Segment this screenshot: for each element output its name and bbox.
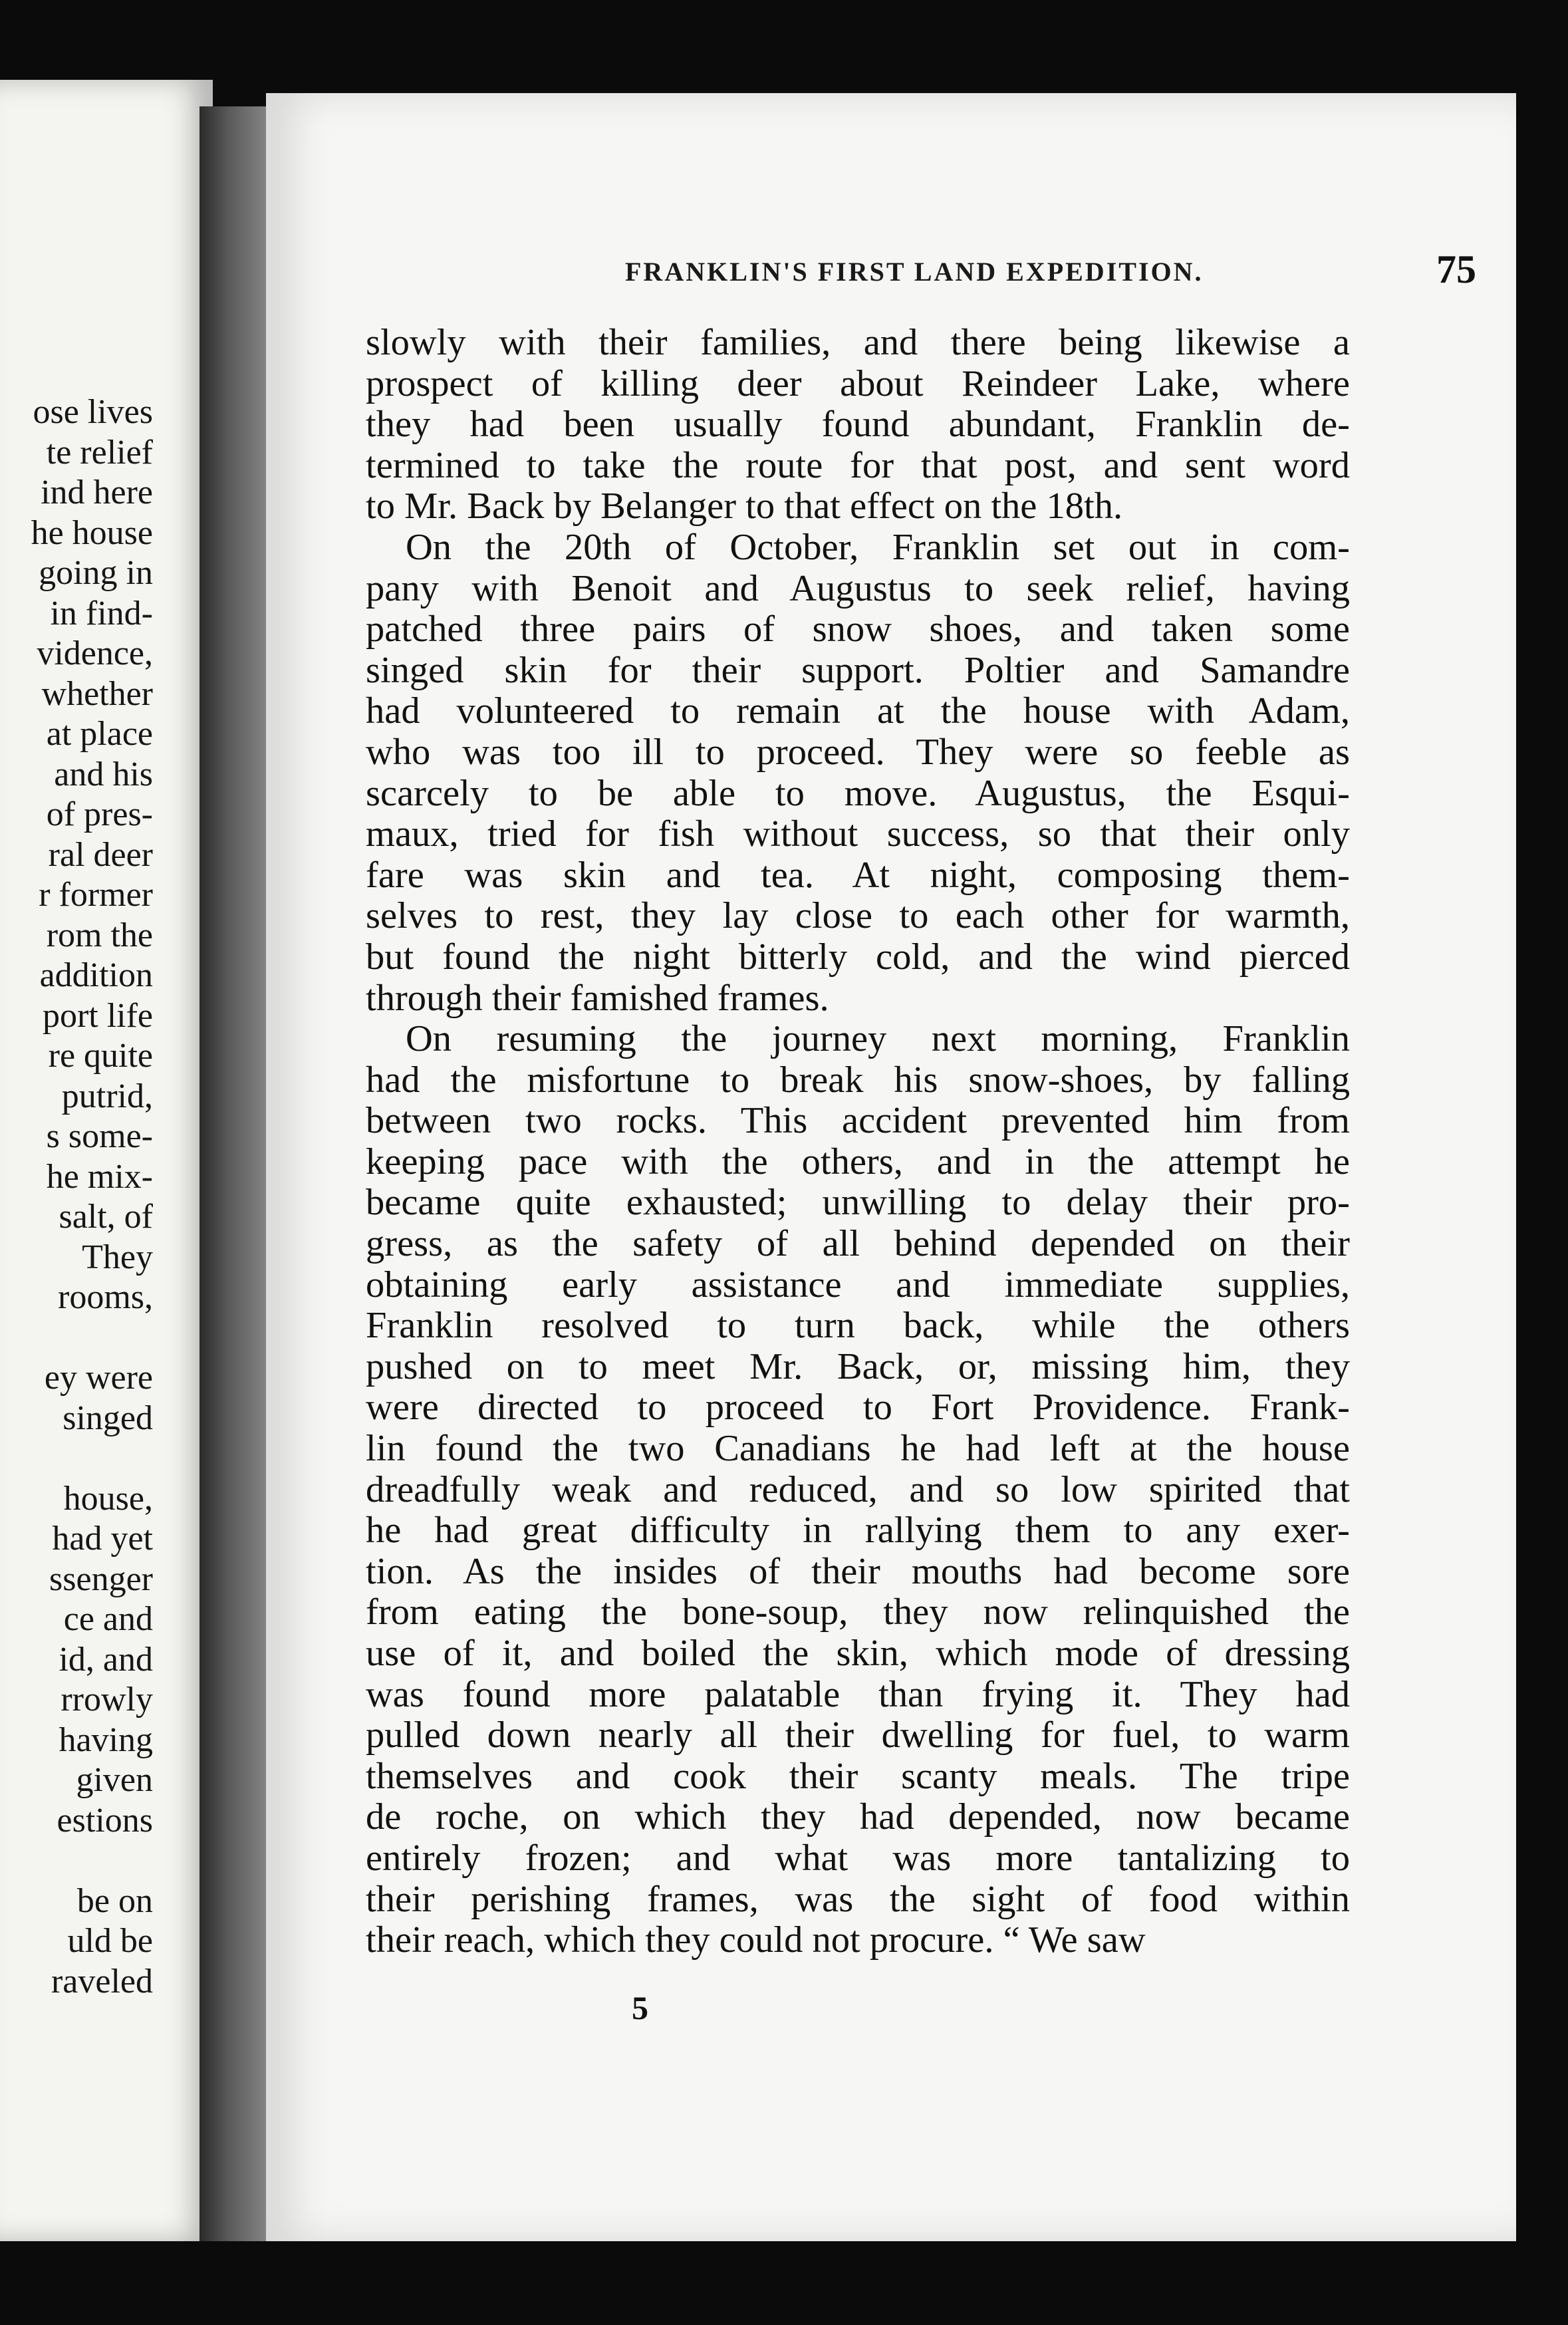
- previous-page-line: and his: [54, 755, 153, 793]
- previous-page-text: [0, 392, 153, 2002]
- previous-page-line: had yet: [52, 1520, 153, 1558]
- running-head: FRANKLIN'S FIRST LAND EXPEDITION.: [625, 257, 1204, 287]
- previous-page-line: given: [76, 1761, 153, 1799]
- body-line: keeping pace with the others, and in the attempt he: [366, 1141, 1350, 1182]
- previous-page-line: ey were: [44, 1359, 153, 1397]
- previous-page-line: ssenger: [49, 1560, 153, 1598]
- body-line: their perishing frames, was the sight of food within: [366, 1878, 1350, 1920]
- previous-page-line: he house: [31, 513, 153, 552]
- body-line: themselves and cook their scanty meals. The tripe: [366, 1755, 1350, 1797]
- previous-page-line: be on: [76, 1881, 153, 1920]
- previous-page-line: addition: [39, 956, 153, 994]
- body-line: de roche, on which they had depended, now became: [366, 1796, 1350, 1838]
- previous-page-line: whether: [41, 674, 153, 713]
- body-line: fare was skin and tea. At night, composing them-: [366, 854, 1350, 896]
- previous-page-line: estions: [57, 1801, 153, 1840]
- previous-page-line: having: [59, 1720, 153, 1759]
- previous-page-line: ose lives: [33, 393, 153, 431]
- body-line: between two rocks. This accident prevented him from: [366, 1100, 1350, 1142]
- page-number: 75: [1436, 247, 1476, 291]
- body-line: he had great difficulty in rallying them to any exer-: [366, 1510, 1350, 1552]
- body-line: lin found the two Canadians he had left at the house: [366, 1428, 1350, 1470]
- body-line: On resuming the journey next morning, Franklin: [406, 1018, 1350, 1060]
- body-line: was found more palatable than frying it. They had: [366, 1673, 1350, 1715]
- previous-page-line: ind here: [41, 474, 153, 511]
- body-line: they had been usually found abundant, Franklin de-: [366, 404, 1350, 446]
- previous-page-line: he mix-: [46, 1157, 153, 1196]
- body-line: from eating the bone-soup, they now relinquished the: [366, 1591, 1350, 1633]
- previous-page-line: ce and: [63, 1600, 153, 1638]
- body-line: On the 20th of October, Franklin set out in com-: [406, 526, 1350, 568]
- previous-page-line: putrid,: [61, 1077, 153, 1115]
- previous-page-line: uld be: [67, 1922, 153, 1960]
- body-line: their reach, which they could not procure. “ We saw: [366, 1919, 1146, 1961]
- body-line: patched three pairs of snow shoes, and taken some: [366, 609, 1350, 650]
- body-line: prospect of killing deer about Reindeer Lake, where: [366, 362, 1350, 404]
- previous-page-line: r former: [39, 876, 153, 914]
- body-line: termined to take the route for that post, and sent word: [366, 444, 1350, 486]
- body-text: [366, 323, 1350, 1961]
- body-line: pany with Benoit and Augustus to seek relief, having: [366, 567, 1350, 609]
- previous-page-line: te relief: [46, 433, 153, 472]
- body-line: were directed to proceed to Fort Providence. Frank-: [366, 1387, 1350, 1429]
- body-line: singed skin for their support. Poltier and Samandre: [366, 649, 1350, 691]
- previous-page-line: [0, 1438, 153, 1479]
- body-line: gress, as the safety of all behind depended on their: [366, 1223, 1350, 1265]
- body-line: pulled down nearly all their dwelling for fuel, to warm: [366, 1714, 1350, 1756]
- previous-page-line: at place: [46, 715, 153, 753]
- previous-page-line: They: [82, 1238, 153, 1276]
- signature-mark: 5: [632, 1989, 648, 2026]
- body-line: who was too ill to proceed. They were so feeble as: [366, 731, 1350, 773]
- page-header: [366, 247, 1490, 303]
- previous-page-line: raveled: [51, 1962, 153, 2000]
- body-line: dreadfully weak and reduced, and so low spirited that: [366, 1468, 1350, 1510]
- previous-page-line: house,: [63, 1479, 153, 1518]
- book-gutter: [199, 106, 273, 2241]
- body-line: to Mr. Back by Belanger to that effect on the 18th.: [366, 485, 1123, 527]
- previous-page-line: singed: [63, 1399, 153, 1437]
- previous-page-line: [0, 1318, 153, 1359]
- previous-page-line: in find-: [50, 594, 153, 632]
- body-line: had the misfortune to break his snow-shoes, by falling: [366, 1059, 1350, 1101]
- previous-page-line: rooms,: [58, 1278, 153, 1316]
- body-line: through their famished frames.: [366, 977, 829, 1019]
- body-line: scarcely to be able to move. Augustus, the Esqui-: [366, 772, 1350, 814]
- body-line: obtaining early assistance and immediate supplies,: [366, 1264, 1350, 1305]
- previous-page-line: rom the: [46, 916, 153, 954]
- previous-page-line: ral deer: [48, 835, 153, 874]
- body-line: entirely frozen; and what was more tantalizing to: [366, 1837, 1350, 1879]
- body-line: became quite exhausted; unwilling to delay their pro-: [366, 1182, 1350, 1224]
- previous-page-line: vidence,: [37, 634, 153, 672]
- body-line: tion. As the insides of their mouths had become sore: [366, 1550, 1350, 1592]
- body-line: had volunteered to remain at the house with Adam,: [366, 690, 1350, 732]
- previous-page-line: s some-: [46, 1117, 153, 1155]
- body-line: Franklin resolved to turn back, while the others: [366, 1305, 1350, 1347]
- previous-page-line: id, and: [59, 1640, 153, 1679]
- previous-page-line: rrowly: [61, 1681, 153, 1718]
- previous-page-line: salt, of: [59, 1198, 153, 1236]
- body-line: pushed on to meet Mr. Back, or, missing him, they: [366, 1345, 1350, 1387]
- previous-page-line: [0, 1841, 153, 1881]
- previous-page: [0, 80, 213, 2241]
- previous-page-line: re quite: [48, 1037, 153, 1075]
- previous-page-line: going in: [39, 554, 153, 592]
- body-line: selves to rest, they lay close to each other for warmth,: [366, 895, 1350, 937]
- body-line: but found the night bitterly cold, and the wind pierced: [366, 936, 1350, 978]
- book-page: [266, 93, 1516, 2241]
- previous-page-line: port life: [42, 996, 153, 1035]
- body-line: slowly with their families, and there being likewise a: [366, 322, 1350, 363]
- body-line: maux, tried for fish without success, so that their only: [366, 813, 1350, 855]
- previous-page-line: of pres-: [46, 795, 153, 833]
- body-line: use of it, and boiled the skin, which mode of dressing: [366, 1633, 1350, 1674]
